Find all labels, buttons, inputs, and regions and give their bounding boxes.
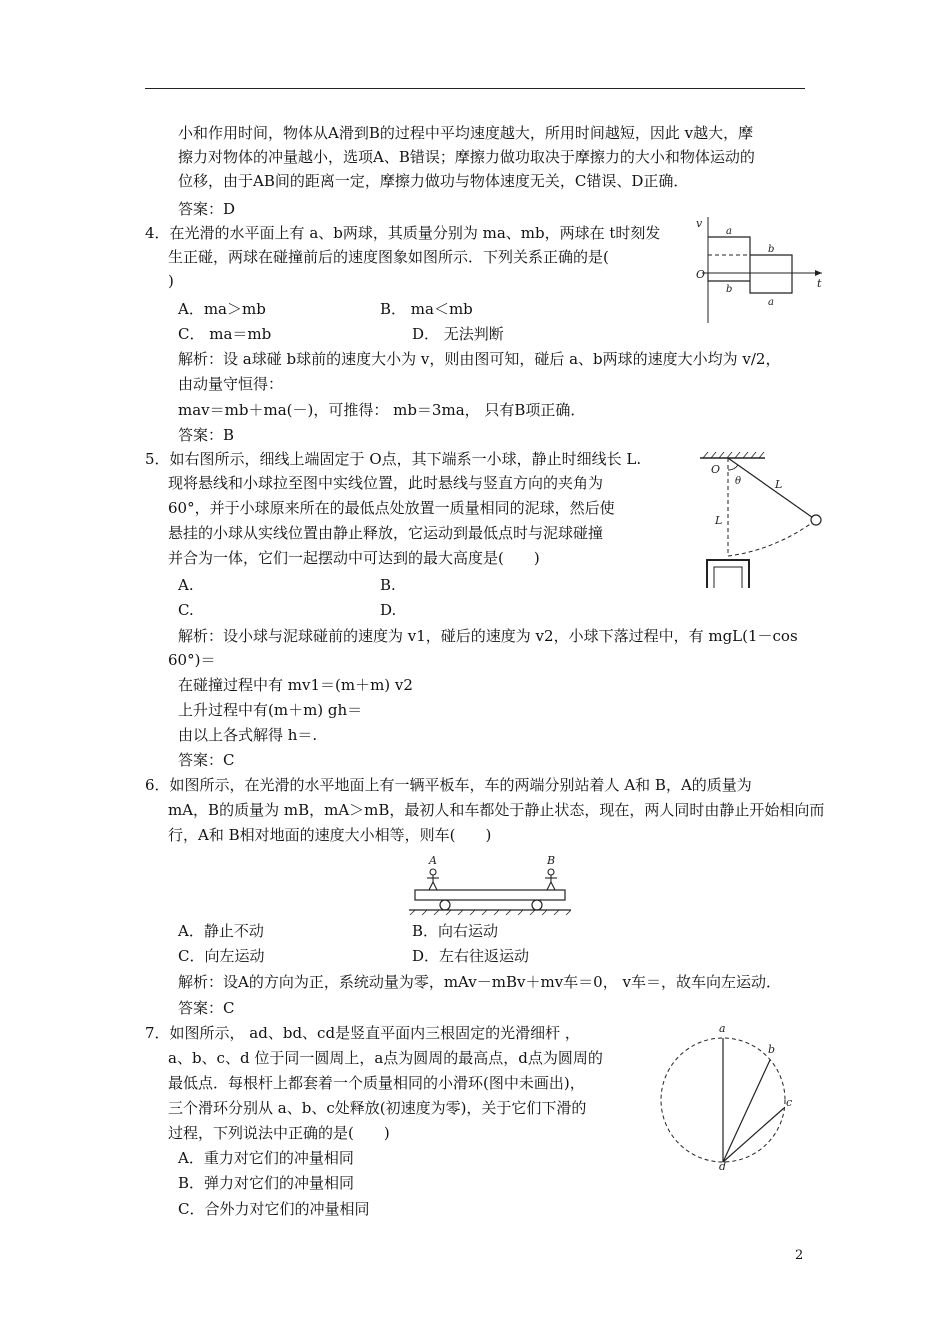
q6-fig-a-label: A [429, 854, 437, 867]
q5-fig-theta-label: θ [735, 476, 742, 487]
q3-answer: 答案：D [178, 200, 236, 218]
q5-solution-line: 60°)＝ [168, 651, 216, 669]
q4-stem-line: 4．在光滑的水平面上有 a、b两球，其质量分别为 ma、mb，两球在 t时刻发 [145, 224, 661, 242]
q4-fig-t-label: t [817, 277, 822, 290]
q4-solution-line: mav＝mb＋ma(－)，可推得： mb＝3ma， 只有B项正确． [178, 401, 586, 419]
q4-stem-line: 生正碰，两球在碰撞前后的速度图象如图所示．下列关系正确的是( [168, 248, 609, 266]
q7-option-c: C．合外力对它们的冲量相同 [178, 1200, 370, 1218]
q6-fig-b-label: B [547, 854, 556, 867]
q4-option-d: D． 无法判断 [412, 325, 504, 343]
q4-fig-b-mid-label: b [768, 244, 775, 255]
q5-solution-line: 在碰撞过程中有 mv1＝(m＋m) v2 [178, 676, 413, 694]
q5-stem-line: 现将悬线和小球拉至图中实线位置，此时悬线与竖直方向的夹角为 [168, 474, 604, 492]
q6-option-a: A．静止不动 [178, 922, 264, 940]
q6-stem-line: mA，B的质量为 mB，mA＞mB，最初人和车都处于静止状态，现在，两人同时由静止开始相向而 [168, 801, 825, 819]
q6-option-d: D．左右往返运动 [412, 947, 530, 965]
q5-pendulum-figure [695, 448, 830, 593]
q5-stem-line: 60°，并于小球原来所在的最低点处放置一质量相同的泥球，然后使 [168, 499, 615, 517]
q4-solution-line: 由动量守恒得： [178, 375, 284, 393]
q7-stem-line: 三个滑环分别从 a、b、c处释放(初速度为零)，关于它们下滑的 [168, 1099, 587, 1117]
q5-fig-l-vertical-label: L [715, 514, 723, 527]
q5-solution-line: 解析：设小球与泥球碰前的速度为 v1，碰后的速度为 v2，小球下落过程中，有 mgL(1－cos [178, 627, 798, 645]
q4-option-c: C． ma＝mb [178, 325, 272, 343]
q4-fig-b-low-label: b [726, 284, 733, 295]
q7-option-b: B．弹力对它们的冲量相同 [178, 1174, 355, 1192]
q5-fig-o-label: O [711, 463, 721, 476]
q7-fig-d-label: d [719, 1160, 727, 1173]
q6-solution-line: 解析：设A的方向为正，系统动量为零，mAv－mBv＋mv车＝0， v车＝，故车向左运动． [178, 973, 781, 991]
q4-option-a: A．ma＞mb [178, 300, 266, 318]
q5-fig-l-string-label: L [775, 478, 783, 491]
q3-text-line: 位移，由于AB间的距离一定，摩擦力做功与物体速度无关，C错误、D正确． [178, 172, 689, 190]
q6-option-b: B．向右运动 [412, 922, 499, 940]
q5-stem-line: 并合为一体，它们一起摆动中可达到的最大高度是( ) [168, 549, 540, 567]
q7-stem-line: 7．如图所示， ad、bd、cd是竖直平面内三根固定的光滑细杆 ， [145, 1024, 580, 1042]
q5-option-b: B. [380, 576, 396, 594]
q5-answer: 答案：C [178, 751, 235, 769]
q7-stem-line: 过程，下列说法中正确的是( ) [168, 1124, 390, 1142]
q4-velocity-graph [690, 215, 830, 325]
q4-fig-origin-label: O [696, 268, 706, 281]
q4-option-b: B． ma＜mb [380, 300, 473, 318]
q5-option-d: D. [380, 601, 397, 619]
q6-stem-line: 6．如图所示，在光滑的水平地面上有一辆平板车，车的两端分别站着人 A和 B，A的质量为 [145, 776, 752, 794]
q7-fig-a-label: a [719, 1022, 726, 1035]
q5-solution-line: 上升过程中有(m＋m) gh＝ [178, 701, 363, 719]
q5-stem-line: 悬挂的小球从实线位置由静止释放，它运动到最低点时与泥球碰撞 [168, 524, 604, 542]
q7-fig-b-label: b [768, 1043, 776, 1056]
q4-stem-line: ) [168, 272, 174, 290]
q4-fig-v-label: v [696, 217, 703, 230]
person-b-icon [545, 869, 557, 890]
q7-stem-line: a、b、c、d 位于同一圆周上，a点为圆周的最高点，d点为圆周的 [168, 1049, 603, 1067]
q7-stem-line: 最低点．每根杆上都套着一个质量相同的小滑环(图中未画出)， [168, 1074, 585, 1092]
q4-fig-a-low-label: a [768, 297, 774, 308]
q4-answer: 答案：B [178, 426, 235, 444]
q5-option-a: A. [178, 576, 194, 594]
q6-answer: 答案：C [178, 999, 235, 1017]
q3-text-line: 擦力对物体的冲量越小，选项A、B错误；摩擦力做功取决于摩擦力的大小和物体运动的 [178, 148, 755, 166]
person-a-icon [427, 869, 439, 890]
q7-option-a: A．重力对它们的冲量相同 [178, 1149, 354, 1167]
q5-option-c: C. [178, 601, 194, 619]
q7-fig-c-label: c [786, 1096, 793, 1109]
q5-stem-line: 5．如右图所示，细线上端固定于 O点，其下端系一小球，静止时细线长 L. [145, 450, 642, 468]
header-rule [145, 88, 805, 89]
q5-solution-line: 由以上各式解得 h＝. [178, 726, 318, 744]
q3-text-line: 小和作用时间，物体从A滑到B的过程中平均速度越大，所用时间越短，因此 v越大，摩 [178, 124, 754, 142]
q4-solution-line: 解析：设 a球碰 b球前的速度大小为 v，则由图可知，碰后 a、b两球的速度大小均为 v/2， [178, 350, 781, 368]
q6-cart-figure [405, 850, 575, 915]
q7-circle-figure [660, 1020, 810, 1173]
q6-option-c: C．向左运动 [178, 947, 265, 965]
page-number: 2 [795, 1248, 804, 1263]
q6-stem-line: 行，A和 B相对地面的速度大小相等，则车( ) [168, 826, 492, 844]
q4-fig-a-top-label: a [726, 226, 732, 237]
